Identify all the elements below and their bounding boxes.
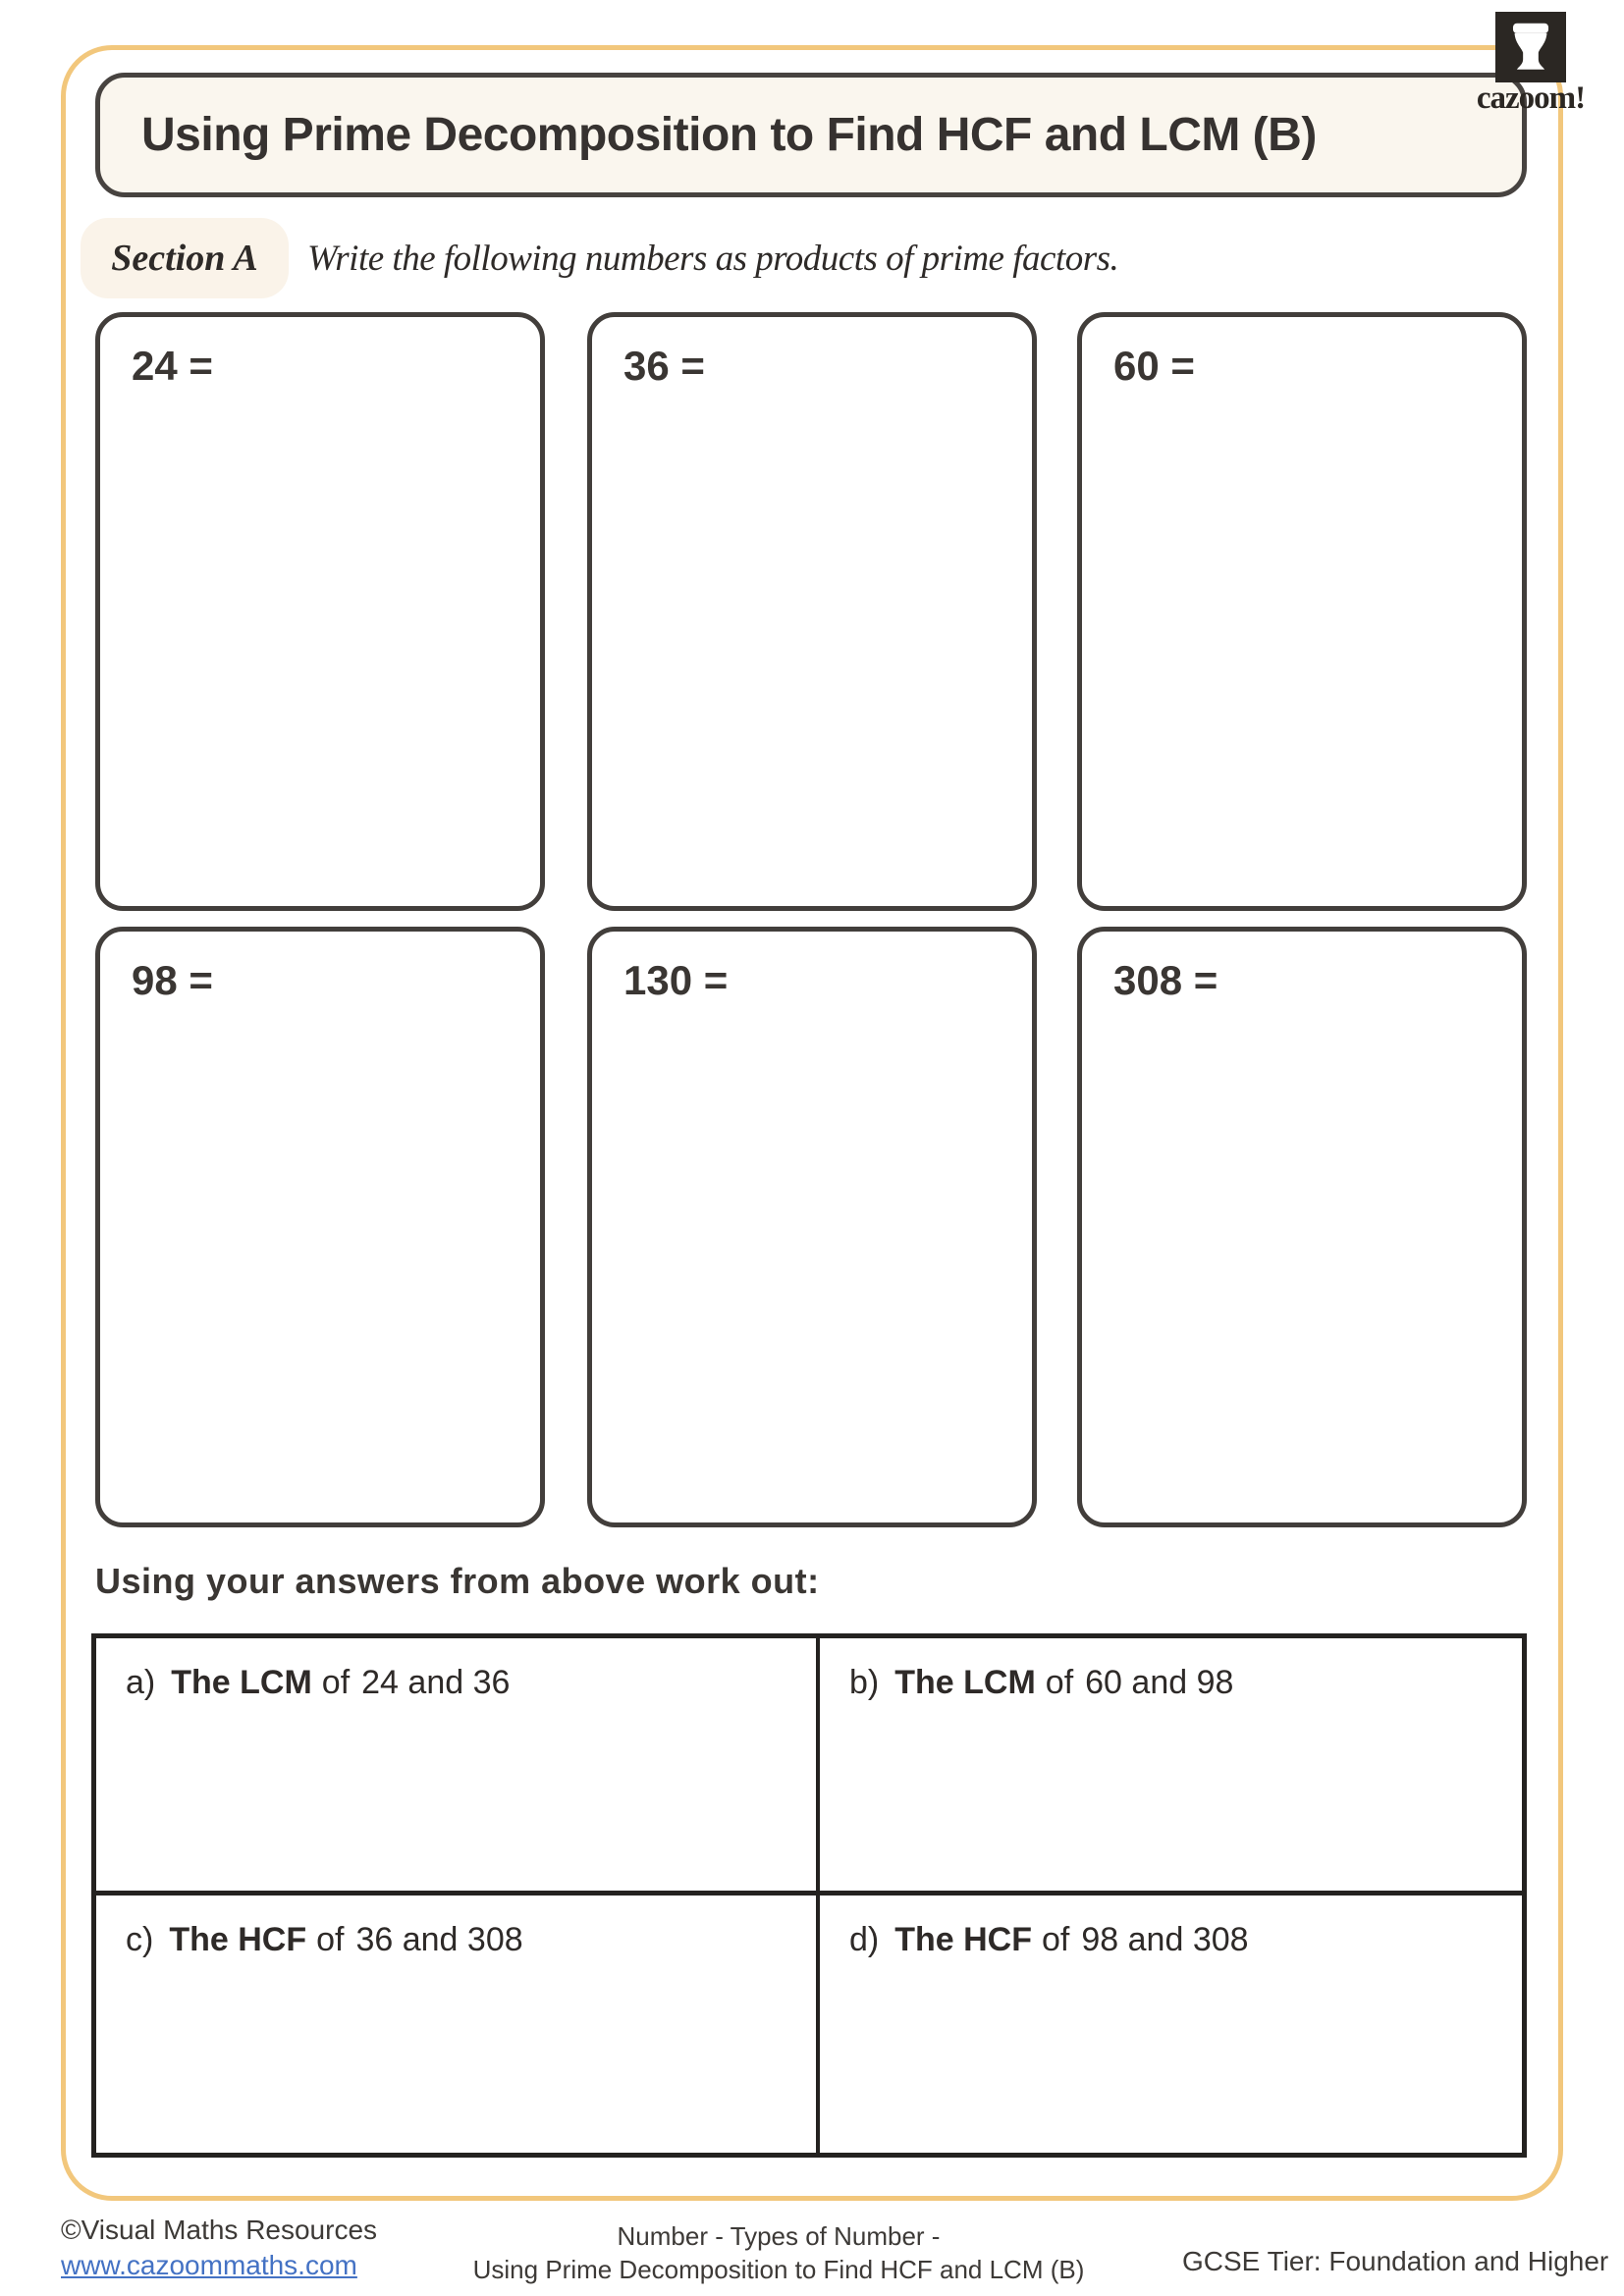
answer-cell-d bbox=[820, 1896, 1522, 2153]
section-a-label: Section A bbox=[111, 238, 258, 279]
footer-gcse-tier: GCSE Tier: Foundation and Higher bbox=[1182, 2246, 1609, 2276]
factor-box-label: 130 = bbox=[623, 957, 729, 1003]
cell-d-numbers: 98 and 308 bbox=[1081, 1921, 1249, 1958]
cell-a-of: of bbox=[321, 1664, 351, 1701]
factor-box-308 bbox=[1077, 927, 1527, 1527]
footer-topic bbox=[473, 2220, 1085, 2287]
answer-cell-b bbox=[820, 1638, 1522, 1896]
footer-copyright: ©Visual Maths Resources bbox=[61, 2215, 378, 2245]
cell-b-prefix: b) bbox=[849, 1664, 880, 1701]
cell-d-term: The HCF bbox=[894, 1921, 1033, 1958]
cell-a-numbers: 24 and 36 bbox=[361, 1664, 511, 1701]
cazoom-logo-text: cazoom! bbox=[1476, 80, 1586, 116]
cell-c-of: of bbox=[316, 1921, 345, 1958]
cell-b-term: The LCM bbox=[894, 1664, 1036, 1701]
cazoom-drum-icon bbox=[1495, 12, 1566, 82]
cazoom-logo bbox=[1467, 12, 1595, 117]
factor-box-label: 308 = bbox=[1113, 957, 1218, 1003]
answers-table bbox=[91, 1633, 1527, 2158]
work-out-heading: Using your answers from above work out: bbox=[95, 1561, 820, 1601]
factor-box-label: 60 = bbox=[1113, 343, 1195, 389]
factor-box-label: 24 = bbox=[132, 343, 213, 389]
factor-box-36 bbox=[587, 312, 1037, 911]
cell-d-prefix: d) bbox=[849, 1921, 880, 1958]
section-a-instruction: Write the following numbers as products of prime factors. bbox=[307, 239, 1119, 279]
cell-b-of: of bbox=[1045, 1664, 1074, 1701]
cell-b-numbers: 60 and 98 bbox=[1085, 1664, 1234, 1701]
footer-topic-line1: Number - Types of Number - bbox=[617, 2221, 941, 2251]
factor-box-130 bbox=[587, 927, 1037, 1527]
cell-c-term: The HCF bbox=[169, 1921, 307, 1958]
cell-a-term: The LCM bbox=[171, 1664, 312, 1701]
factor-box-24 bbox=[95, 312, 545, 911]
cell-c-prefix: c) bbox=[126, 1921, 154, 1958]
factor-box-60 bbox=[1077, 312, 1527, 911]
footer-website-link[interactable]: www.cazoommaths.com bbox=[61, 2250, 357, 2280]
answer-cell-c bbox=[96, 1896, 820, 2153]
section-a-badge bbox=[81, 218, 289, 298]
cell-a-prefix: a) bbox=[126, 1664, 156, 1701]
cell-d-of: of bbox=[1042, 1921, 1070, 1958]
page-title: Using Prime Decomposition to Find HCF and LCM (B) bbox=[141, 109, 1317, 161]
footer-topic-line2: Using Prime Decomposition to Find HCF and LCM (B) bbox=[472, 2254, 1085, 2284]
factor-box-label: 98 = bbox=[132, 957, 213, 1003]
factor-box-98 bbox=[95, 927, 545, 1527]
worksheet-header bbox=[95, 73, 1527, 197]
answer-cell-a bbox=[96, 1638, 820, 1896]
cell-c-numbers: 36 and 308 bbox=[355, 1921, 523, 1958]
factor-box-label: 36 = bbox=[623, 343, 705, 389]
